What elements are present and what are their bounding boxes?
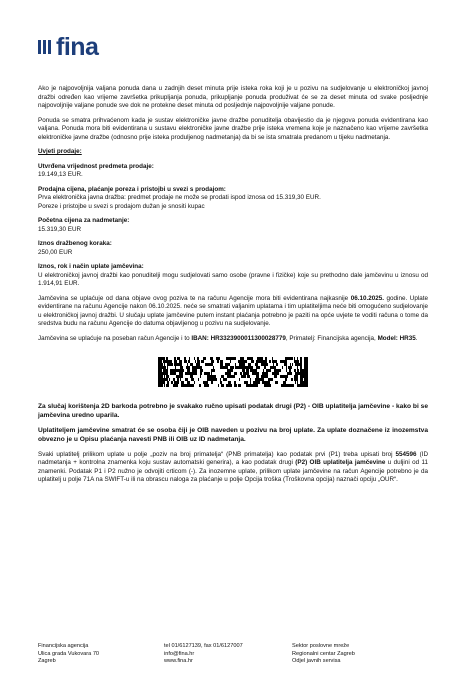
logo-bars-icon (38, 40, 51, 54)
final-paragraph: Svaki uplatitelj prilikom uplate u polje „poziv na broj primatelja“ (PNB primatelja) kao podatak prvi (P1) treba upisati broj 554596 (ID nadmetanja + kontrolna znamenka koju sustav automatski generira), a kao podatak drugi (P2) OIB uplatitelja jamčevine u duljini od 11 znamenki. Podatak P1 i P2 nužno je odvojiti crticom (-). Za inozemne uplate, prilikom uplate jamčevine na račun Agencije potrebno je da uplatitelj u polje 71A na SWIFT-u ili na obrascu naloga za plaćanje u polje Opcija troška (Troškovna opcija) naznači opciju „OUR“. (38, 450, 429, 484)
deposit-text: U elektroničkoj javnoj dražbi kao ponuditelji mogu sudjelovati samo osobe (pravne i fizičke) koje su prethodno dale jamčevinu u iznosu od 1.914,91 EUR. (38, 271, 428, 287)
start-price-label: Početna cijena za nadmetanje: (38, 217, 130, 224)
document-body (38, 85, 428, 485)
iban-paragraph: Jamčevina se uplaćuje na poseban račun Agencije i to IBAN: HR3323900011300028779, Primatelj: Financijska agencija, Model: HR35. (38, 334, 418, 342)
intro-paragraph-2: Ponuda se smatra prihvaćenom kada je sustav elektroničke javne dražbe ponuditelja obavijestio da je njegova ponuda evidentirana kao valjana. Ponuda mora biti evidentirana u sustavu elektroničke javne dražbe prije isteka vremena koje je naznačeno kao vrijeme završetka elektroničke javne dražbe (odnosno prije isteka produljenog nadmetanja) da bi se ista smatrala predanom u tijeku nadmetanja. (38, 116, 428, 141)
payment-2d-barcode (38, 357, 428, 387)
logo-text: fina (56, 32, 99, 61)
step-label: Iznos dražbenog koraka: (38, 240, 112, 247)
fina-logo (38, 32, 98, 62)
price-line-1: Prva elektronička javna dražba: predmet prodaje ne može se prodati ispod iznosa od 15.319,30 EUR. (38, 194, 321, 201)
deposit-label: Iznos, rok i način uplate jamčevina: (38, 263, 144, 270)
value-label: Utvrđena vrijednost predmeta prodaje: (38, 162, 154, 170)
footer-address: Financijska agencija Ulica grada Vukovara 70 Zagreb (38, 643, 100, 665)
start-price-value: 15.319,30 EUR (38, 225, 82, 233)
pnb-p1-number: 554596 (395, 450, 417, 458)
price-line-2: Poreze i pristojbe u svezi s prodajom dužan je snositi kupac (38, 202, 205, 210)
value-amount: 19.149,13 EUR. (38, 171, 83, 178)
footer-website[interactable]: www.fina.hr (164, 658, 193, 665)
conditions-heading: Uvjeti prodaje: (38, 148, 82, 155)
step-value: 250,00 EUR (38, 248, 73, 256)
notice-2d-barcode: Za slučaj korištenja 2D barkoda potrebno je svakako ručno upisati podatak drugi (P2) - OIB uplatitelja jamčevine - kako bi se jamčevina uredno uparila. (38, 403, 428, 419)
intro-paragraph-1: Ako je najpovoljnija valjana ponuda dana u zadnjih deset minuta prije isteka roka koji je u pozivu na sudjelovanje u elektroničkoj javnoj dražbi određen kao vrijeme završetka prikupljanja ponuda, prikupljanje ponuda produživat će se za deset minuta od svake posljednje najpovoljnije valjane ponude sve dok ne protekne deset minuta od posljednje najpovoljnije valjane ponude. (38, 85, 428, 109)
deposit-deadline: 06.10.2025. (350, 294, 384, 302)
footer-contact: tel 01/6127139, fax 01/6127007 info@fina.hr www.fina.hr (164, 643, 292, 666)
barcode-notice (38, 403, 428, 445)
price-label: Prodajna cijena, plaćanje poreza i pristojbi u svezi s prodajom: (38, 185, 226, 193)
payment-paragraph: Jamčevina se uplaćuje od dana objave ovog poziva te na računu Agencije mora biti evidentirana najkasnije 06.10.2025. godine. Uplate evidentirane na računu Agencije nakon 06.10.2025. neće se smatrati valjanim uplatama i tim uplatiteljima neće biti omogućeno sudjelovanje u elektroničkoj javnoj dražbi. U slučaju uplate jamčevine putem instant plaćanja potrebno je paziti na opće uvjete te voditi računa o tome da sredstva budu na računu Agencije do datuma objavljenog u pozivu na sudjelovanje. (38, 294, 428, 327)
iban-number: IBAN: HR3323900011300028779 (191, 334, 286, 342)
footer-department: Sektor poslovne mreže Regionalni centar Zagreb Odjel javnih servisa (292, 643, 355, 665)
pnb-p2-label: (P2) OIB uplatitelja jamčevine (295, 459, 386, 467)
payment-model: Model: HR35 (377, 334, 416, 342)
footer-email[interactable]: info@fina.hr (164, 650, 195, 657)
page-footer (38, 643, 428, 666)
notice-payer: Uplatiteljem jamčevine smatrat će se osoba čiji je OIB naveden u pozivu na broj uplate. Za uplate doznačene iz inozemstva obvezno je u Opisu plaćanja navesti PNB ili OIB uz ID nadmetanja. (38, 426, 428, 443)
